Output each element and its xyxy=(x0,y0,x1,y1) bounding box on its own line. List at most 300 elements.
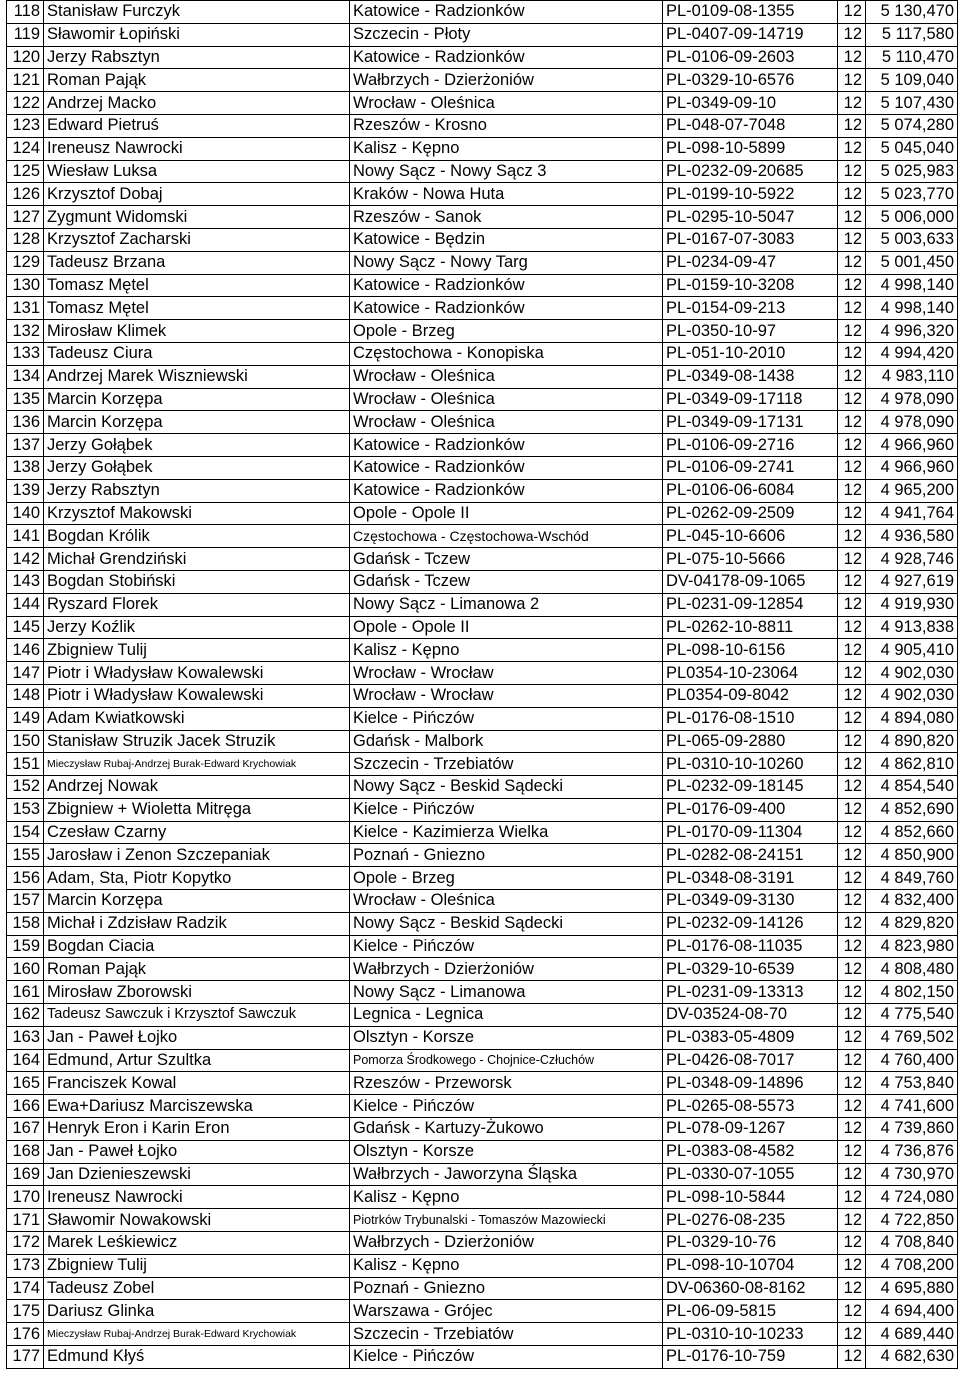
score-cell: 4 996,320 xyxy=(866,320,958,343)
section-cell: Olsztyn - Korsze xyxy=(350,1026,663,1049)
name-cell: Sławomir Nowakowski xyxy=(44,1209,350,1232)
count-cell: 12 xyxy=(838,593,866,616)
count-cell: 12 xyxy=(838,1209,866,1232)
score-cell: 4 694,400 xyxy=(866,1300,958,1323)
table-row xyxy=(7,92,958,115)
section-cell: Nowy Sącz - Beskid Sądecki xyxy=(350,912,663,935)
ring-number-cell: PL-0426-08-7017 xyxy=(663,1049,838,1072)
section-cell: Piotrków Trybunalski - Tomaszów Mazowiecki xyxy=(350,1209,663,1232)
table-row xyxy=(7,274,958,297)
name-cell: Bogdan Stobiński xyxy=(44,570,350,593)
table-row xyxy=(7,365,958,388)
section-cell: Katowice - Radzionków xyxy=(350,274,663,297)
score-cell: 4 998,140 xyxy=(866,274,958,297)
rank-cell: 151 xyxy=(7,753,44,776)
rank-cell: 135 xyxy=(7,388,44,411)
section-cell: Wałbrzych - Dzierżoniów xyxy=(350,1232,663,1255)
ring-number-cell: PL-0383-08-4582 xyxy=(663,1140,838,1163)
table-row xyxy=(7,1163,958,1186)
name-cell: Krzysztof Zacharski xyxy=(44,228,350,251)
count-cell: 12 xyxy=(838,730,866,753)
table-row xyxy=(7,251,958,274)
name-cell: Tadeusz Brzana xyxy=(44,251,350,274)
score-cell: 4 689,440 xyxy=(866,1323,958,1346)
score-cell: 4 905,410 xyxy=(866,639,958,662)
name-cell: Tadeusz Sawczuk i Krzysztof Sawczuk xyxy=(44,1004,350,1027)
score-cell: 5 006,000 xyxy=(866,206,958,229)
name-cell: Jarosław i Zenon Szczepaniak xyxy=(44,844,350,867)
name-cell: Marcin Korzępa xyxy=(44,411,350,434)
count-cell: 12 xyxy=(838,1277,866,1300)
score-cell: 4 753,840 xyxy=(866,1072,958,1095)
table-row xyxy=(7,502,958,525)
ring-number-cell: PL-0232-09-14126 xyxy=(663,912,838,935)
ring-number-cell: PL-051-10-2010 xyxy=(663,342,838,365)
rank-cell: 121 xyxy=(7,69,44,92)
name-cell: Stanisław Furczyk xyxy=(44,1,350,24)
score-cell: 5 110,470 xyxy=(866,46,958,69)
rank-cell: 161 xyxy=(7,981,44,1004)
count-cell: 12 xyxy=(838,844,866,867)
name-cell: Krzysztof Makowski xyxy=(44,502,350,525)
count-cell: 12 xyxy=(838,251,866,274)
table-row xyxy=(7,639,958,662)
ring-number-cell: PL-098-10-5844 xyxy=(663,1186,838,1209)
rank-cell: 153 xyxy=(7,798,44,821)
section-cell: Wrocław - Wrocław xyxy=(350,662,663,685)
name-cell: Jerzy Gołąbek xyxy=(44,434,350,457)
table-row xyxy=(7,935,958,958)
table-row xyxy=(7,593,958,616)
rank-cell: 127 xyxy=(7,206,44,229)
name-cell: Jan - Paweł Łojko xyxy=(44,1140,350,1163)
section-cell: Gdańsk - Tczew xyxy=(350,570,663,593)
count-cell: 12 xyxy=(838,662,866,685)
table-row xyxy=(7,684,958,707)
rank-cell: 123 xyxy=(7,114,44,137)
table-row xyxy=(7,114,958,137)
score-cell: 5 107,430 xyxy=(866,92,958,115)
count-cell: 12 xyxy=(838,616,866,639)
name-cell: Franciszek Kowal xyxy=(44,1072,350,1095)
section-cell: Wrocław - Wrocław xyxy=(350,684,663,707)
ring-number-cell: PL-0176-08-11035 xyxy=(663,935,838,958)
ring-number-cell: PL-0262-10-8811 xyxy=(663,616,838,639)
name-cell: Zygmunt Widomski xyxy=(44,206,350,229)
name-cell: Andrzej Macko xyxy=(44,92,350,115)
ring-number-cell: PL-0329-10-6576 xyxy=(663,69,838,92)
rank-cell: 168 xyxy=(7,1140,44,1163)
name-cell: Edmund, Artur Szultka xyxy=(44,1049,350,1072)
ring-number-cell: PL-0310-10-10233 xyxy=(663,1323,838,1346)
count-cell: 12 xyxy=(838,456,866,479)
score-cell: 4 894,080 xyxy=(866,707,958,730)
score-cell: 4 741,600 xyxy=(866,1095,958,1118)
count-cell: 12 xyxy=(838,1163,866,1186)
ring-number-cell: PL-0176-10-759 xyxy=(663,1346,838,1369)
score-cell: 4 849,760 xyxy=(866,867,958,890)
rank-cell: 148 xyxy=(7,684,44,707)
rank-cell: 131 xyxy=(7,297,44,320)
rank-cell: 152 xyxy=(7,776,44,799)
rank-cell: 177 xyxy=(7,1346,44,1369)
name-cell: Jan - Paweł Łojko xyxy=(44,1026,350,1049)
count-cell: 12 xyxy=(838,23,866,46)
section-cell: Kielce - Pińczów xyxy=(350,1095,663,1118)
table-row xyxy=(7,730,958,753)
ring-number-cell: PL-0407-09-14719 xyxy=(663,23,838,46)
table-row xyxy=(7,411,958,434)
ring-number-cell: PL-065-09-2880 xyxy=(663,730,838,753)
rank-cell: 166 xyxy=(7,1095,44,1118)
section-cell: Katowice - Radzionków xyxy=(350,434,663,457)
table-row xyxy=(7,958,958,981)
table-row xyxy=(7,1118,958,1141)
table-row xyxy=(7,1323,958,1346)
results-table xyxy=(6,0,958,1369)
section-cell: Nowy Sącz - Nowy Targ xyxy=(350,251,663,274)
name-cell: Mirosław Zborowski xyxy=(44,981,350,1004)
score-cell: 4 724,080 xyxy=(866,1186,958,1209)
section-cell: Rzeszów - Sanok xyxy=(350,206,663,229)
score-cell: 4 902,030 xyxy=(866,684,958,707)
ring-number-cell: PL-098-10-10704 xyxy=(663,1254,838,1277)
name-cell: Marcin Korzępa xyxy=(44,890,350,913)
score-cell: 4 736,876 xyxy=(866,1140,958,1163)
name-cell: Jerzy Rabsztyn xyxy=(44,46,350,69)
score-cell: 4 832,400 xyxy=(866,890,958,913)
table-row xyxy=(7,1300,958,1323)
ring-number-cell: PL-0159-10-3208 xyxy=(663,274,838,297)
table-row xyxy=(7,23,958,46)
section-cell: Szczecin - Trzebiatów xyxy=(350,753,663,776)
rank-cell: 160 xyxy=(7,958,44,981)
score-cell: 4 936,580 xyxy=(866,525,958,548)
count-cell: 12 xyxy=(838,342,866,365)
ring-number-cell: DV-03524-08-70 xyxy=(663,1004,838,1027)
score-cell: 4 919,930 xyxy=(866,593,958,616)
name-cell: Stanisław Struzik Jacek Struzik xyxy=(44,730,350,753)
rank-cell: 169 xyxy=(7,1163,44,1186)
score-cell: 5 074,280 xyxy=(866,114,958,137)
count-cell: 12 xyxy=(838,1026,866,1049)
name-cell: Ireneusz Nawrocki xyxy=(44,1186,350,1209)
count-cell: 12 xyxy=(838,1186,866,1209)
rank-cell: 130 xyxy=(7,274,44,297)
name-cell: Michał Grendziński xyxy=(44,548,350,571)
score-cell: 4 966,960 xyxy=(866,456,958,479)
ring-number-cell: PL-0329-10-6539 xyxy=(663,958,838,981)
table-row xyxy=(7,1232,958,1255)
count-cell: 12 xyxy=(838,639,866,662)
section-cell: Katowice - Radzionków xyxy=(350,479,663,502)
count-cell: 12 xyxy=(838,228,866,251)
count-cell: 12 xyxy=(838,867,866,890)
name-cell: Zbigniew + Wioletta Mitręga xyxy=(44,798,350,821)
table-row xyxy=(7,1209,958,1232)
ring-number-cell: PL-0295-10-5047 xyxy=(663,206,838,229)
name-cell: Michał i Zdzisław Radzik xyxy=(44,912,350,935)
name-cell: Jerzy Koźlik xyxy=(44,616,350,639)
rank-cell: 150 xyxy=(7,730,44,753)
rank-cell: 145 xyxy=(7,616,44,639)
ring-number-cell: PL-0349-09-3130 xyxy=(663,890,838,913)
rank-cell: 164 xyxy=(7,1049,44,1072)
table-row xyxy=(7,548,958,571)
name-cell: Adam, Sta, Piotr Kopytko xyxy=(44,867,350,890)
section-cell: Kielce - Pińczów xyxy=(350,935,663,958)
section-cell: Kielce - Pińczów xyxy=(350,707,663,730)
table-row xyxy=(7,137,958,160)
count-cell: 12 xyxy=(838,1323,866,1346)
rank-cell: 137 xyxy=(7,434,44,457)
score-cell: 5 109,040 xyxy=(866,69,958,92)
ring-number-cell: PL-0232-09-20685 xyxy=(663,160,838,183)
name-cell: Henryk Eron i Karin Eron xyxy=(44,1118,350,1141)
section-cell: Katowice - Radzionków xyxy=(350,297,663,320)
ring-number-cell: PL-0265-08-5573 xyxy=(663,1095,838,1118)
section-cell: Wrocław - Oleśnica xyxy=(350,388,663,411)
table-row xyxy=(7,662,958,685)
count-cell: 12 xyxy=(838,183,866,206)
table-row xyxy=(7,912,958,935)
rank-cell: 132 xyxy=(7,320,44,343)
section-cell: Nowy Sącz - Limanowa 2 xyxy=(350,593,663,616)
section-cell: Katowice - Radzionków xyxy=(350,1,663,24)
rank-cell: 157 xyxy=(7,890,44,913)
rank-cell: 141 xyxy=(7,525,44,548)
ring-number-cell: PL-0349-08-1438 xyxy=(663,365,838,388)
section-cell: Opole - Opole II xyxy=(350,502,663,525)
ring-number-cell: PL-0231-09-13313 xyxy=(663,981,838,1004)
rank-cell: 143 xyxy=(7,570,44,593)
name-cell: Tadeusz Zobel xyxy=(44,1277,350,1300)
ring-number-cell: PL-0106-09-2741 xyxy=(663,456,838,479)
count-cell: 12 xyxy=(838,160,866,183)
ring-number-cell: PL-0106-09-2603 xyxy=(663,46,838,69)
name-cell: Jerzy Rabsztyn xyxy=(44,479,350,502)
table-row xyxy=(7,890,958,913)
section-cell: Poznań - Gniezno xyxy=(350,844,663,867)
count-cell: 12 xyxy=(838,981,866,1004)
rank-cell: 118 xyxy=(7,1,44,24)
score-cell: 4 854,540 xyxy=(866,776,958,799)
score-cell: 4 802,150 xyxy=(866,981,958,1004)
table-row xyxy=(7,1346,958,1369)
count-cell: 12 xyxy=(838,890,866,913)
section-cell: Nowy Sącz - Beskid Sądecki xyxy=(350,776,663,799)
name-cell: Roman Pająk xyxy=(44,69,350,92)
table-row xyxy=(7,160,958,183)
name-cell: Roman Pająk xyxy=(44,958,350,981)
rank-cell: 167 xyxy=(7,1118,44,1141)
count-cell: 12 xyxy=(838,206,866,229)
count-cell: 12 xyxy=(838,1095,866,1118)
count-cell: 12 xyxy=(838,798,866,821)
score-cell: 4 739,860 xyxy=(866,1118,958,1141)
rank-cell: 171 xyxy=(7,1209,44,1232)
ring-number-cell: PL-0231-09-12854 xyxy=(663,593,838,616)
ring-number-cell: PL-0349-09-17118 xyxy=(663,388,838,411)
name-cell: Jerzy Gołąbek xyxy=(44,456,350,479)
score-cell: 4 928,746 xyxy=(866,548,958,571)
ring-number-cell: DV-06360-08-8162 xyxy=(663,1277,838,1300)
count-cell: 12 xyxy=(838,274,866,297)
score-cell: 4 708,200 xyxy=(866,1254,958,1277)
score-cell: 4 682,630 xyxy=(866,1346,958,1369)
results-table-body xyxy=(7,1,958,1369)
ring-number-cell: PL-0349-09-10 xyxy=(663,92,838,115)
table-row xyxy=(7,183,958,206)
count-cell: 12 xyxy=(838,570,866,593)
rank-cell: 119 xyxy=(7,23,44,46)
count-cell: 12 xyxy=(838,753,866,776)
score-cell: 5 001,450 xyxy=(866,251,958,274)
count-cell: 12 xyxy=(838,1072,866,1095)
score-cell: 4 850,900 xyxy=(866,844,958,867)
rank-cell: 162 xyxy=(7,1004,44,1027)
section-cell: Rzeszów - Przeworsk xyxy=(350,1072,663,1095)
rank-cell: 129 xyxy=(7,251,44,274)
name-cell: Andrzej Marek Wiszniewski xyxy=(44,365,350,388)
section-cell: Częstochowa - Konopiska xyxy=(350,342,663,365)
table-row xyxy=(7,616,958,639)
ring-number-cell: PL-0106-09-2716 xyxy=(663,434,838,457)
score-cell: 5 025,983 xyxy=(866,160,958,183)
table-row xyxy=(7,1,958,24)
table-row xyxy=(7,844,958,867)
name-cell: Edmund Kłyś xyxy=(44,1346,350,1369)
table-row xyxy=(7,753,958,776)
name-cell: Tomasz Mętel xyxy=(44,297,350,320)
rank-cell: 174 xyxy=(7,1277,44,1300)
ring-number-cell: PL-0349-09-17131 xyxy=(663,411,838,434)
section-cell: Wrocław - Oleśnica xyxy=(350,890,663,913)
count-cell: 12 xyxy=(838,1346,866,1369)
score-cell: 4 994,420 xyxy=(866,342,958,365)
score-cell: 4 913,838 xyxy=(866,616,958,639)
section-cell: Częstochowa - Częstochowa-Wschód xyxy=(350,525,663,548)
name-cell: Marcin Korzępa xyxy=(44,388,350,411)
rank-cell: 140 xyxy=(7,502,44,525)
rank-cell: 146 xyxy=(7,639,44,662)
table-row xyxy=(7,320,958,343)
section-cell: Kalisz - Kępno xyxy=(350,1186,663,1209)
rank-cell: 172 xyxy=(7,1232,44,1255)
count-cell: 12 xyxy=(838,525,866,548)
ring-number-cell: PL-0276-08-235 xyxy=(663,1209,838,1232)
name-cell: Edward Pietruś xyxy=(44,114,350,137)
score-cell: 4 775,540 xyxy=(866,1004,958,1027)
table-row xyxy=(7,434,958,457)
table-row xyxy=(7,1277,958,1300)
name-cell: Krzysztof Dobaj xyxy=(44,183,350,206)
section-cell: Szczecin - Trzebiatów xyxy=(350,1323,663,1346)
section-cell: Nowy Sącz - Limanowa xyxy=(350,981,663,1004)
count-cell: 12 xyxy=(838,114,866,137)
ring-number-cell: PL-0176-09-400 xyxy=(663,798,838,821)
name-cell: Bogdan Królik xyxy=(44,525,350,548)
count-cell: 12 xyxy=(838,821,866,844)
score-cell: 4 983,110 xyxy=(866,365,958,388)
score-cell: 4 978,090 xyxy=(866,411,958,434)
ring-number-cell: PL-078-09-1267 xyxy=(663,1118,838,1141)
name-cell: Jan Dzienieszewski xyxy=(44,1163,350,1186)
section-cell: Opole - Brzeg xyxy=(350,867,663,890)
rank-cell: 142 xyxy=(7,548,44,571)
rank-cell: 138 xyxy=(7,456,44,479)
section-cell: Warszawa - Grójec xyxy=(350,1300,663,1323)
section-cell: Opole - Brzeg xyxy=(350,320,663,343)
name-cell: Marek Leśkiewicz xyxy=(44,1232,350,1255)
score-cell: 5 023,770 xyxy=(866,183,958,206)
name-cell: Tadeusz Ciura xyxy=(44,342,350,365)
rank-cell: 149 xyxy=(7,707,44,730)
table-row xyxy=(7,1254,958,1277)
count-cell: 12 xyxy=(838,137,866,160)
ring-number-cell: PL-0167-07-3083 xyxy=(663,228,838,251)
section-cell: Kraków - Nowa Huta xyxy=(350,183,663,206)
rank-cell: 154 xyxy=(7,821,44,844)
rank-cell: 159 xyxy=(7,935,44,958)
ring-number-cell: PL-0383-05-4809 xyxy=(663,1026,838,1049)
section-cell: Rzeszów - Krosno xyxy=(350,114,663,137)
count-cell: 12 xyxy=(838,707,866,730)
count-cell: 12 xyxy=(838,365,866,388)
score-cell: 5 130,470 xyxy=(866,1,958,24)
score-cell: 4 941,764 xyxy=(866,502,958,525)
section-cell: Katowice - Radzionków xyxy=(350,456,663,479)
rank-cell: 175 xyxy=(7,1300,44,1323)
rank-cell: 173 xyxy=(7,1254,44,1277)
rank-cell: 155 xyxy=(7,844,44,867)
section-cell: Wałbrzych - Dzierżoniów xyxy=(350,69,663,92)
score-cell: 4 730,970 xyxy=(866,1163,958,1186)
name-cell: Czesław Czarny xyxy=(44,821,350,844)
score-cell: 4 927,619 xyxy=(866,570,958,593)
name-cell: Mieczysław Rubaj-Andrzej Burak-Edward Krychowiak xyxy=(44,1323,350,1346)
table-row xyxy=(7,342,958,365)
score-cell: 5 117,580 xyxy=(866,23,958,46)
section-cell: Gdańsk - Malbork xyxy=(350,730,663,753)
table-row xyxy=(7,821,958,844)
rank-cell: 163 xyxy=(7,1026,44,1049)
table-row xyxy=(7,1095,958,1118)
table-row xyxy=(7,46,958,69)
table-row xyxy=(7,69,958,92)
count-cell: 12 xyxy=(838,92,866,115)
name-cell: Adam Kwiatkowski xyxy=(44,707,350,730)
section-cell: Opole - Opole II xyxy=(350,616,663,639)
score-cell: 4 769,502 xyxy=(866,1026,958,1049)
section-cell: Pomorza Środkowego - Chojnice-Człuchów xyxy=(350,1049,663,1072)
rank-cell: 134 xyxy=(7,365,44,388)
score-cell: 4 829,820 xyxy=(866,912,958,935)
ring-number-cell: PL-098-10-6156 xyxy=(663,639,838,662)
section-cell: Katowice - Będzin xyxy=(350,228,663,251)
name-cell: Ireneusz Nawrocki xyxy=(44,137,350,160)
table-row xyxy=(7,206,958,229)
score-cell: 4 862,810 xyxy=(866,753,958,776)
ring-number-cell: PL-045-10-6606 xyxy=(663,525,838,548)
ring-number-cell: PL-0330-07-1055 xyxy=(663,1163,838,1186)
rank-cell: 158 xyxy=(7,912,44,935)
rank-cell: 176 xyxy=(7,1323,44,1346)
rank-cell: 128 xyxy=(7,228,44,251)
rank-cell: 139 xyxy=(7,479,44,502)
table-row xyxy=(7,981,958,1004)
score-cell: 5 045,040 xyxy=(866,137,958,160)
